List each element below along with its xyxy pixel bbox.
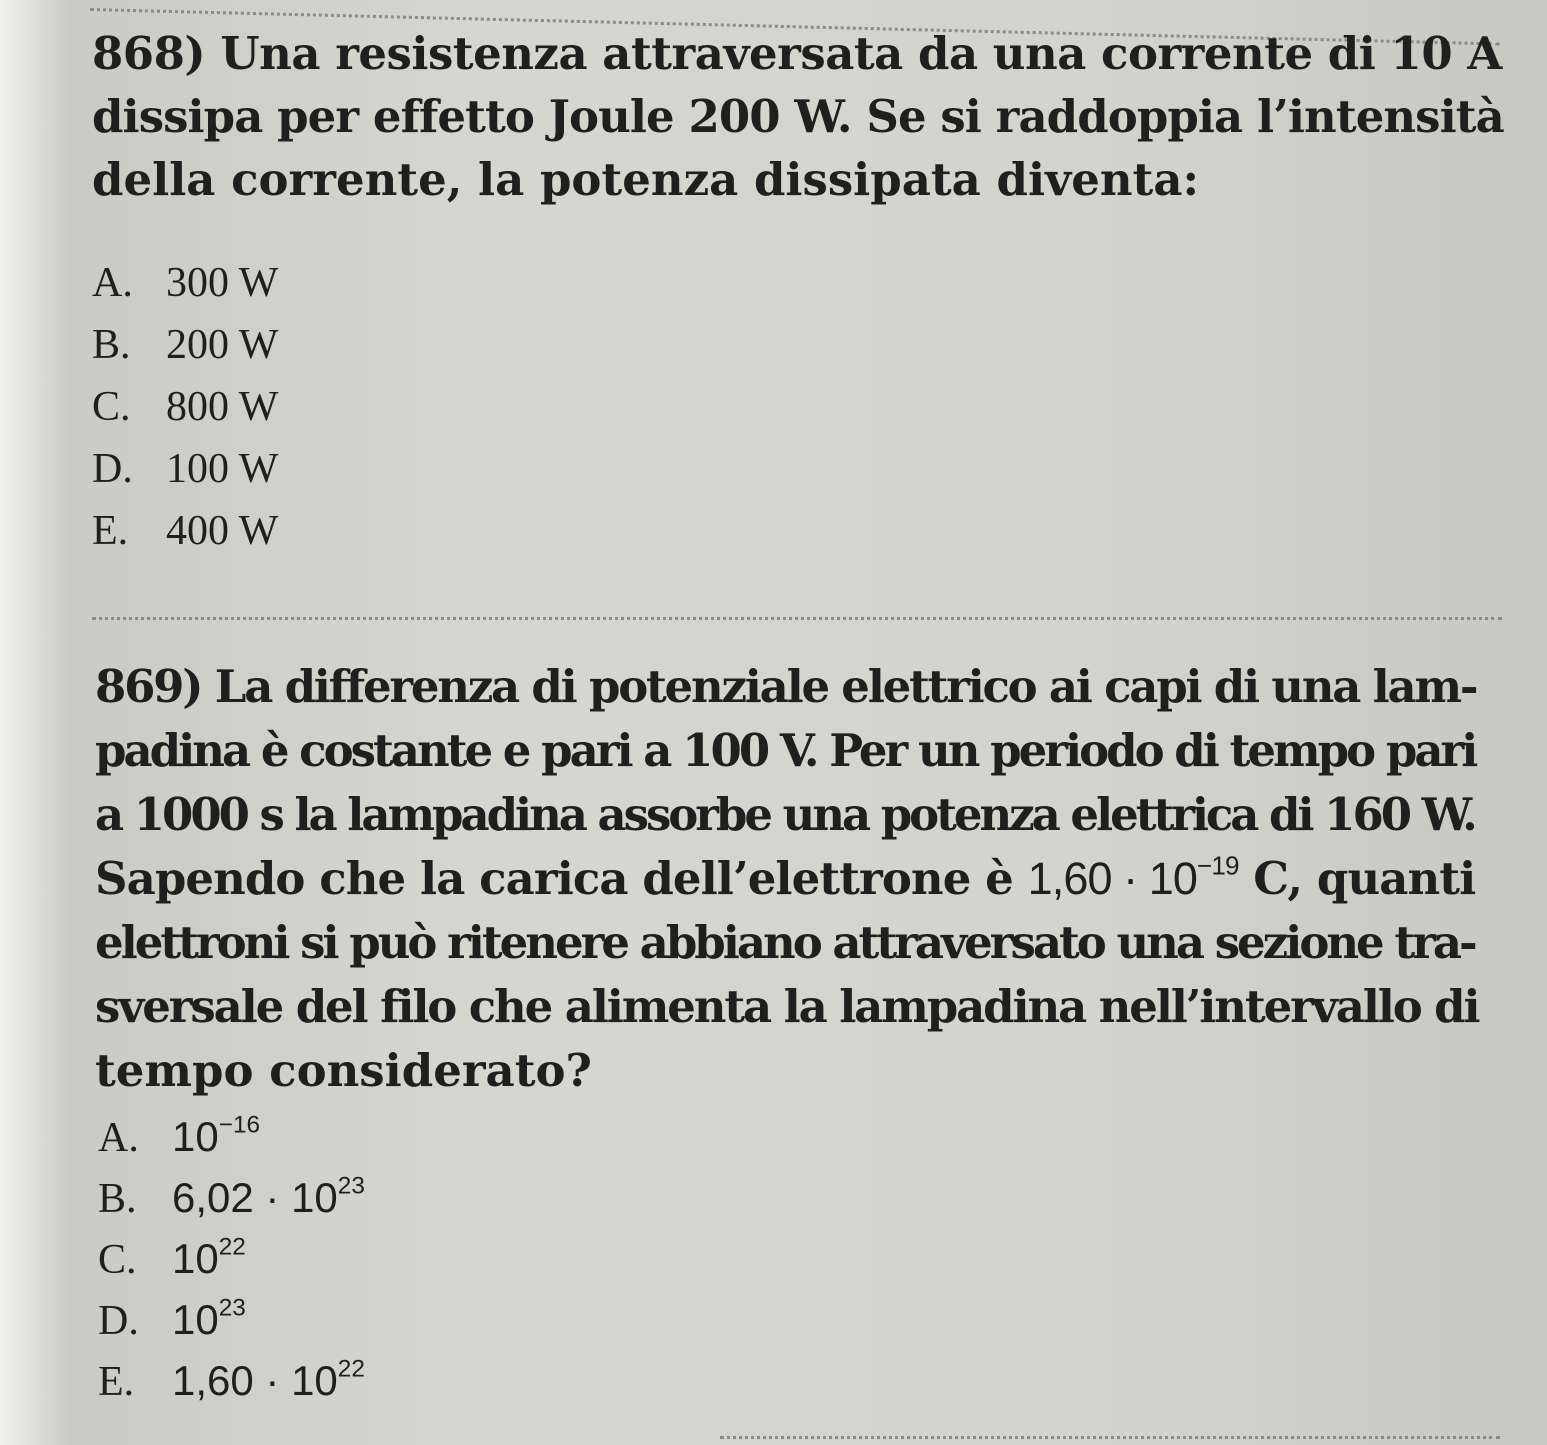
option-869-b: B. $6,02 \cdot 10^{23}$ <box>98 1172 365 1222</box>
question-869-line-7: tempo considerato? <box>95 1044 592 1097</box>
question-868-number: 868) <box>92 27 206 80</box>
question-869-text <box>95 655 1479 1103</box>
question-868-line-1: 868) Una resistenza attraversata da una corrente di 10 A <box>92 27 1502 80</box>
question-869-line-2: padina è costante e pari a 100 V. Per un periodo di tempo pari <box>95 724 1476 777</box>
option-868-b: B. 200 W <box>92 322 279 368</box>
question-869-options <box>98 1107 365 1412</box>
electron-charge: $1,60 \cdot 10^{-19}$ <box>1027 850 1239 904</box>
question-868-line-3: della corrente, la potenza dissipata diventa: <box>92 153 1200 206</box>
option-868-d: D. 100 W <box>92 446 279 492</box>
question-869-line-6: sversale del filo che alimenta la lampadina nell’intervallo di <box>95 980 1479 1033</box>
middle-divider <box>92 617 1502 620</box>
question-868-options <box>92 252 278 562</box>
page-edge-shadow <box>0 0 70 1445</box>
question-869-number: 869) <box>95 660 202 713</box>
option-869-e: E. $1,60 \cdot 10^{22}$ <box>98 1355 365 1405</box>
question-869-line-4: Sapendo che la carica dell’elettrone è $1,60 \cdot 10^{-19}$ C, quanti <box>95 850 1476 905</box>
bottom-divider <box>720 1436 1500 1439</box>
option-868-a: A. 300 W <box>92 260 279 306</box>
question-869-line-5: elettroni si può ritenere abbiano attraversato una sezione tra- <box>95 916 1475 969</box>
question-869-line-3: a 1000 s la lampadina assorbe una potenza elettrica di 160 W. <box>95 788 1475 841</box>
question-868-text <box>92 22 1502 211</box>
option-869-d: D. $10^{23}$ <box>98 1294 246 1344</box>
option-868-c: C. 800 W <box>92 384 279 430</box>
option-869-a: A. $10^{-16}$ <box>98 1111 261 1161</box>
question-868-line-2: dissipa per effetto Joule 200 W. Se si raddoppia l’intensità <box>92 90 1504 143</box>
option-868-e: E. 400 W <box>92 508 279 554</box>
question-869-line-1: 869) La differenza di potenziale elettrico ai capi di una lam- <box>95 660 1477 713</box>
option-869-c: C. $10^{22}$ <box>98 1233 246 1283</box>
